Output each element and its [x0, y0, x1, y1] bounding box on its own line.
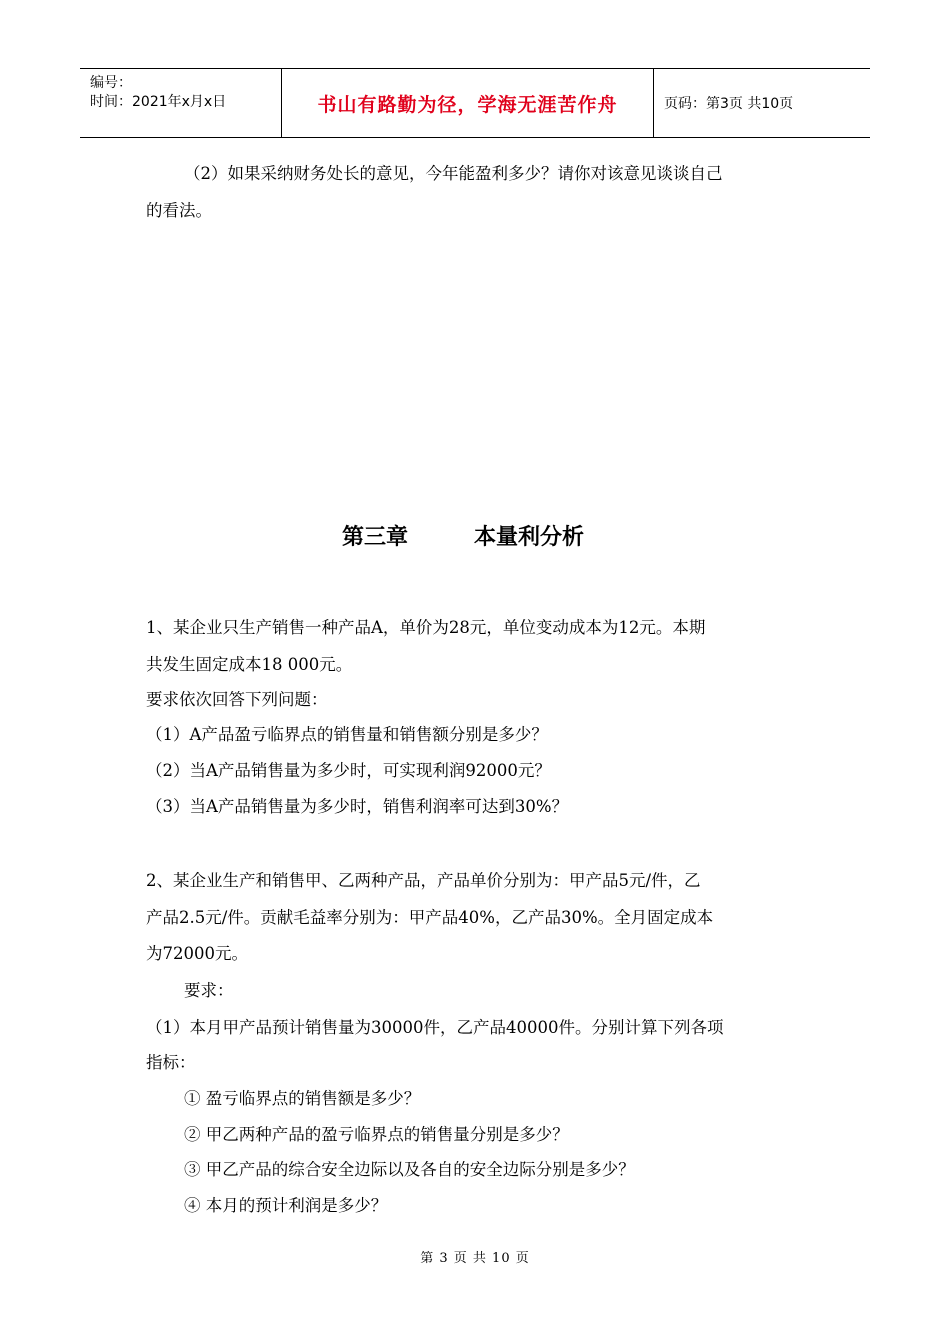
problem-2-requirement: 要求： [184, 981, 234, 1000]
problem-1-question-2: （2）当A产品销售量为多少时，可实现利润92000元？ [146, 761, 551, 780]
header-motto-cell [282, 69, 654, 137]
problem-1-question-1: （1）A产品盈亏临界点的销售量和销售额分别是多少？ [146, 725, 548, 744]
problem-2-question-1-line-1: （1）本月甲产品预计销售量为30000件，乙产品40000件。分别计算下列各项 [146, 1018, 724, 1037]
problem-2-sub-item-1: ① 盈亏临界点的销售额是多少？ [184, 1089, 421, 1108]
problem-2-sub-item-4: ④ 本月的预计利润是多少？ [184, 1196, 388, 1215]
header-meta [80, 69, 282, 137]
problem-2-sub-item-3: ③ 甲乙产品的综合安全边际以及各自的安全边际分别是多少？ [184, 1160, 635, 1179]
problem-2-line-2: 产品2.5元/件。贡献毛益率分别为：甲产品40%，乙产品30%。全月固定成本 [146, 908, 714, 927]
chapter-number: 第三章 [342, 525, 409, 550]
problem-1-line-1: 1、某企业只生产销售一种产品A，单价为28元，单位变动成本为12元。本期 [146, 618, 706, 637]
header-motto: 书山有路勤为径，学海无涯苦作舟 [317, 93, 618, 116]
problem-1-line-2: 共发生固定成本18 000元。 [146, 655, 353, 674]
problem-2-question-1-line-2: 指标： [146, 1053, 196, 1072]
problem-2-sub-item-2: ② 甲乙两种产品的盈亏临界点的销售量分别是多少？ [184, 1125, 569, 1144]
question-2-line-1: （2）如果采纳财务处长的意见，今年能盈利多少？请你对该意见谈谈自己 [184, 164, 723, 183]
page-footer: 第 3 页 共 10 页 [420, 1251, 530, 1266]
header-number-label: 编号： [90, 75, 132, 91]
header-page-info-cell [654, 69, 870, 137]
question-2-line-2: 的看法。 [146, 201, 212, 220]
chapter-title: 本量利分析 [474, 525, 585, 550]
header-page-info: 页码：第3页 共10页 [664, 96, 794, 112]
problem-2-line-1: 2、某企业生产和销售甲、乙两种产品，产品单价分别为：甲产品5元/件，乙 [146, 871, 701, 890]
problem-1-question-3: （3）当A产品销售量为多少时，销售利润率可达到30%？ [146, 797, 569, 816]
page-header [80, 68, 870, 138]
chapter-heading [342, 520, 584, 551]
problem-2-line-3: 为72000元。 [146, 944, 248, 963]
problem-1-requirement: 要求依次回答下列问题： [146, 690, 328, 709]
header-date-label: 时间：2021年x月x日 [90, 94, 227, 110]
